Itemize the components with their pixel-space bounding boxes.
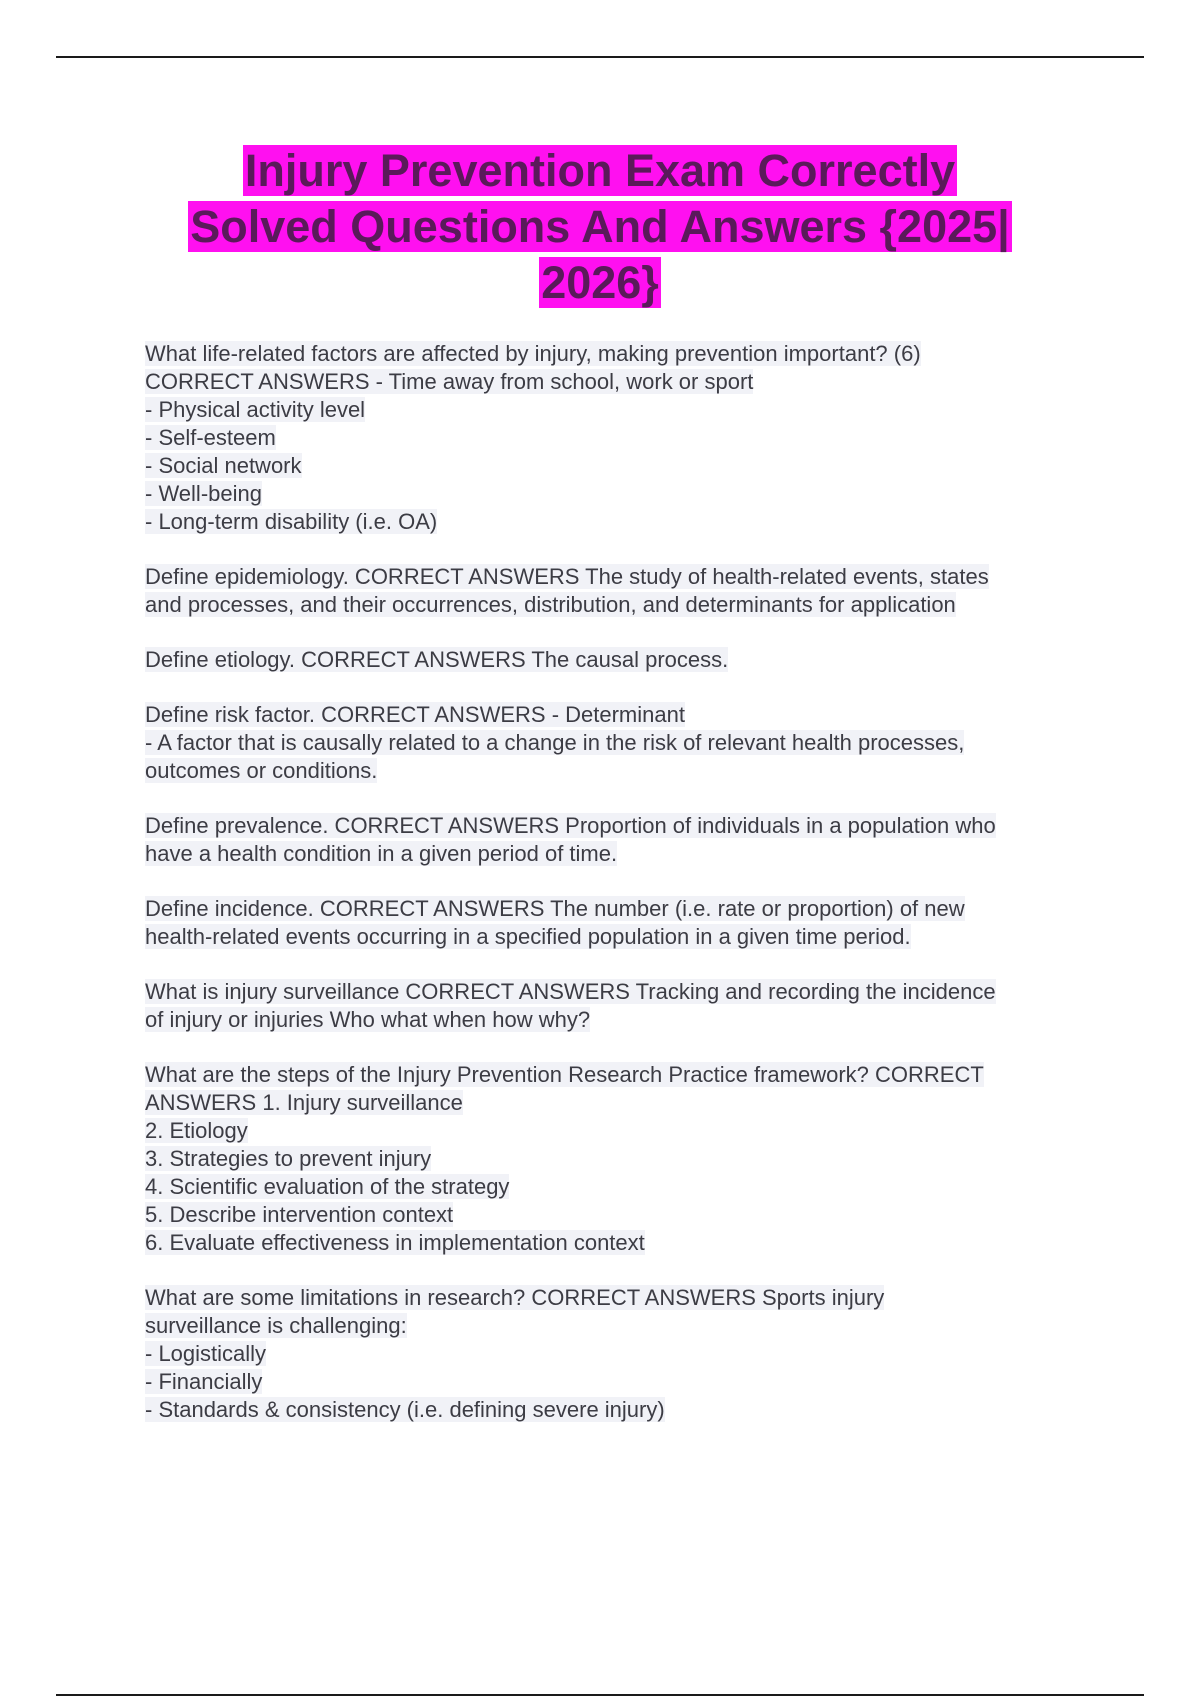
qa-line: - Well-being [145,481,262,506]
qa-line: Define prevalence. CORRECT ANSWERS Proportion of individuals in a population who [145,813,996,838]
qa-item [145,812,1090,868]
qa-line: Define risk factor. CORRECT ANSWERS - Determinant [145,702,685,727]
qa-line: - Self-esteem [145,425,276,450]
qa-line: 5. Describe intervention context [145,1202,454,1227]
qa-item [145,563,1090,619]
qa-item [145,895,1090,951]
qa-item [145,1061,1090,1257]
qa-line: ANSWERS 1. Injury surveillance [145,1090,463,1115]
qa-item [145,978,1090,1034]
qa-line: 4. Scientific evaluation of the strategy [145,1174,510,1199]
title-line-1: Injury Prevention Exam Correctly [244,145,956,196]
qa-line: Define incidence. CORRECT ANSWERS The number (i.e. rate or proportion) of new [145,896,965,921]
qa-item [145,340,1090,536]
title-line-3: 2026} [541,257,659,308]
qa-line: - Social network [145,453,302,478]
top-rule [56,56,1144,58]
qa-line: surveillance is challenging: [145,1313,407,1338]
document-title [140,143,1060,311]
qa-line: 6. Evaluate effectiveness in implementation context [145,1230,645,1255]
qa-line: - Long-term disability (i.e. OA) [145,509,438,534]
qa-item [145,646,1090,674]
qa-line: - A factor that is causally related to a change in the risk of relevant health processes, [145,730,965,755]
qa-line: and processes, and their occurrences, distribution, and determinants for application [145,592,956,617]
qa-line: - Physical activity level [145,397,366,422]
qa-line: What are some limitations in research? CORRECT ANSWERS Sports injury [145,1285,885,1310]
qa-line: of injury or injuries Who what when how why? [145,1007,591,1032]
qa-list [145,340,1090,1451]
qa-line: What life-related factors are affected by injury, making prevention important? (6) [145,341,921,366]
qa-line: outcomes or conditions. [145,758,378,783]
qa-line: CORRECT ANSWERS - Time away from school, work or sport [145,369,754,394]
qa-item [145,701,1090,785]
qa-line: What is injury surveillance CORRECT ANSWERS Tracking and recording the incidence [145,979,996,1004]
bottom-rule [56,1694,1144,1696]
qa-line: Define epidemiology. CORRECT ANSWERS The study of health-related events, states [145,564,989,589]
qa-line: What are the steps of the Injury Prevention Research Practice framework? CORRECT [145,1062,984,1087]
qa-line: have a health condition in a given period of time. [145,841,618,866]
title-line-2: Solved Questions And Answers {2025| [190,201,1010,252]
qa-line: - Financially [145,1369,263,1394]
qa-line: - Logistically [145,1341,267,1366]
qa-line: 2. Etiology [145,1118,248,1143]
qa-line: 3. Strategies to prevent injury [145,1146,432,1171]
qa-item [145,1284,1090,1424]
qa-line: health-related events occurring in a specified population in a given time period. [145,924,911,949]
qa-line: - Standards & consistency (i.e. defining severe injury) [145,1397,665,1422]
qa-line: Define etiology. CORRECT ANSWERS The causal process. [145,647,729,672]
